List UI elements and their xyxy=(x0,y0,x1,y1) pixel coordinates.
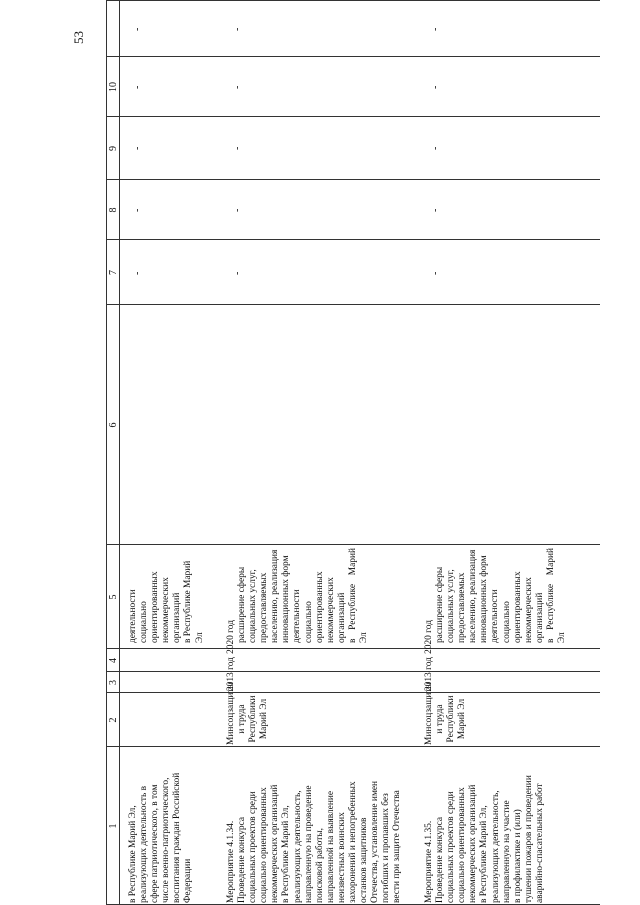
text-line: деятельности xyxy=(490,589,501,643)
rotated-table xyxy=(106,0,600,905)
dash-cell: - xyxy=(232,85,243,89)
col-divider xyxy=(106,0,600,1)
text-line: Минсоцзащиты xyxy=(424,682,434,745)
col-divider xyxy=(106,179,600,180)
text-line: и труда xyxy=(237,704,248,734)
text-line: направленной на выявление xyxy=(325,790,336,903)
col-divider xyxy=(106,544,600,545)
text-line: неизвестных воинских xyxy=(336,812,347,903)
text-line: Проведение конкурса xyxy=(237,816,248,903)
text-line: числе военно-патриотического, xyxy=(161,777,172,903)
column-number: 4 xyxy=(108,658,119,663)
dash-cell: - xyxy=(232,271,243,275)
text-line: в Республике Марий Эл xyxy=(347,548,370,643)
col-divider xyxy=(106,746,600,747)
row-title: Мероприятие 4.1.35. xyxy=(424,820,434,903)
text-line: Проведение конкурса xyxy=(435,816,446,903)
text-line: поисковой работы, xyxy=(314,828,325,903)
text-line: в Республике Марий Эл xyxy=(183,560,205,643)
column-number: 3 xyxy=(108,680,119,685)
text-line: реализующих деятельность, xyxy=(292,790,303,903)
text-line: погибших и пропавших без xyxy=(381,793,392,903)
text-line: Федерации xyxy=(183,858,194,903)
dash-cell: - xyxy=(132,208,143,212)
dash-cell: - xyxy=(430,271,441,275)
text-line: населению, реализация xyxy=(270,549,281,643)
text-line: направленную на участие xyxy=(501,800,512,903)
col-divider xyxy=(106,239,600,240)
text-line: тушении пожаров и проведении xyxy=(523,775,534,903)
text-line: деятельности xyxy=(292,589,303,643)
text-line: реализующих деятельность в xyxy=(139,785,150,903)
row-4134-responsible xyxy=(226,682,270,745)
text-line: социально xyxy=(303,601,314,643)
text-line: населению, реализация xyxy=(468,549,479,643)
text-line: инновационных форм xyxy=(281,555,292,643)
column-number: 9 xyxy=(108,146,119,151)
row-4134-col5 xyxy=(237,548,370,643)
text-line: социальных услуг, xyxy=(248,569,259,643)
row-4135-end-year: 2020 год xyxy=(424,620,434,654)
dash-cell: - xyxy=(430,208,441,212)
text-line: деятельности xyxy=(128,589,138,643)
text-line: Республики xyxy=(446,695,457,743)
dash-cell: - xyxy=(430,27,441,31)
row-4134-end-year: 2020 год xyxy=(226,620,236,654)
column-number: 1 xyxy=(108,823,119,829)
text-line: организаций xyxy=(336,592,347,643)
continuation-col5 xyxy=(128,548,206,643)
text-line: социально ориентированных xyxy=(457,787,468,903)
text-line: социально xyxy=(501,601,512,643)
text-line: предоставляемых xyxy=(259,572,270,643)
column-number: 7 xyxy=(108,270,119,275)
dash-cell: - xyxy=(232,208,243,212)
text-line: Республики xyxy=(248,695,259,743)
text-line: некоммерческих организаций xyxy=(468,784,479,903)
col-divider xyxy=(106,648,600,649)
dash-cell: - xyxy=(132,146,143,150)
row-4135-start-year: 2013 год xyxy=(424,657,434,691)
header-top-line xyxy=(106,0,107,905)
text-line: предоставляемых xyxy=(457,572,468,643)
text-line: социальных проектов среди xyxy=(248,791,259,903)
continuation-col1 xyxy=(128,750,195,903)
text-line: расширение сферы xyxy=(435,566,445,643)
dash-cell: - xyxy=(132,271,143,275)
text-line: ориентированных xyxy=(314,571,325,643)
text-line: Марий Эл xyxy=(259,698,270,740)
text-line: в Республике Марий Эл, xyxy=(281,805,292,903)
text-line: в профилактике и (или) xyxy=(512,809,523,903)
row-4135-col5 xyxy=(435,548,568,643)
text-line: в Республике Марий Эл, xyxy=(128,805,138,903)
text-line: Отечества, установление имен xyxy=(370,780,381,903)
text-line: в Республике Марий Эл, xyxy=(479,805,490,903)
text-line: социально ориентированных xyxy=(259,787,270,903)
text-line: реализующих деятельность, xyxy=(490,790,501,903)
dash-cell: - xyxy=(430,85,441,89)
text-line: социальных проектов среди xyxy=(446,791,457,903)
text-line: некоммерческих xyxy=(161,577,172,643)
col-divider xyxy=(106,671,600,672)
column-number: 10 xyxy=(108,82,119,92)
row-4134-col1 xyxy=(226,750,404,903)
column-number: 6 xyxy=(108,422,119,428)
text-line: направленную на проведение xyxy=(303,785,314,903)
text-line: некоммерческих xyxy=(523,577,534,643)
text-line: инновационных форм xyxy=(479,555,490,643)
column-number: 8 xyxy=(108,207,119,213)
text-line: социально xyxy=(139,601,150,643)
text-line: организаций xyxy=(534,592,545,643)
dash-cell: - xyxy=(430,146,441,150)
dash-cell: - xyxy=(132,85,143,89)
text-line: Марий Эл xyxy=(457,698,468,740)
text-line: расширение сферы xyxy=(237,566,247,643)
col-divider xyxy=(106,116,600,117)
col-divider xyxy=(106,56,600,57)
dash-cell: - xyxy=(232,27,243,31)
text-line: некоммерческих организаций xyxy=(270,784,281,903)
text-line: аварийно-спасательных работ xyxy=(534,783,545,903)
row-4135-col1 xyxy=(424,750,546,903)
row-4134-start-year: 2013 год xyxy=(226,657,236,691)
text-line: ориентированных xyxy=(150,571,161,643)
column-number: 2 xyxy=(108,717,119,723)
page-number: 53 xyxy=(71,31,86,44)
text-line: Минсоцзащиты xyxy=(226,682,236,745)
column-number: 5 xyxy=(108,594,119,600)
text-line: некоммерческих xyxy=(325,577,336,643)
text-line: воспитания граждан Российской xyxy=(172,772,183,903)
text-line: останков защитников xyxy=(359,817,370,903)
row-title: Мероприятие 4.1.34. xyxy=(226,820,236,903)
text-line: организаций xyxy=(172,592,183,643)
text-line: и труда xyxy=(435,704,446,734)
text-line: в Республике Марий Эл xyxy=(545,548,568,643)
text-line: ориентированных xyxy=(512,571,523,643)
text-line: сфере патриотического, в том xyxy=(150,784,161,903)
text-line: захоронений и непогребенных xyxy=(348,781,359,903)
text-line: вести при защите Отечества xyxy=(392,790,403,903)
text-line: социальных услуг, xyxy=(446,569,457,643)
dash-cell: - xyxy=(232,146,243,150)
col-divider xyxy=(106,692,600,693)
col-divider xyxy=(106,304,600,305)
row-4135-responsible xyxy=(424,682,468,745)
dash-cell: - xyxy=(132,27,143,31)
